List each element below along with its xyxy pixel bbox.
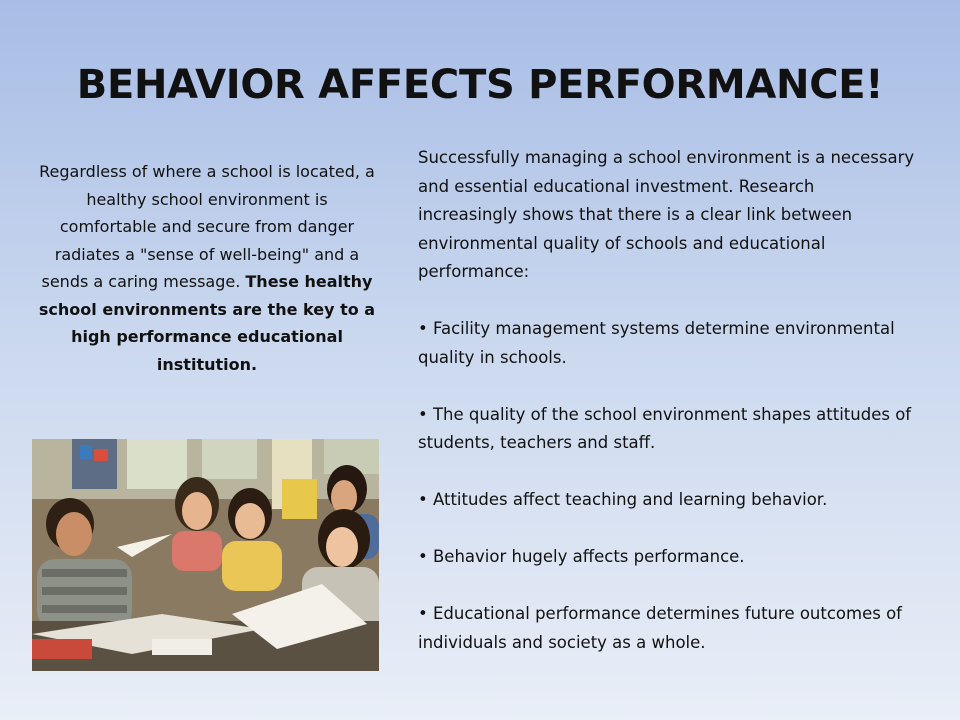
right-content	[418, 144, 918, 657]
bullet-item-quality: • The quality of the school environment shapes attitudes of students, teachers and staff.	[418, 404, 912, 452]
bullet-item-attitudes: • Attitudes affect teaching and learning behavior.	[418, 490, 828, 509]
bullet-item-facility: • Facility management systems determine environmental quality in schools.	[418, 319, 895, 367]
left-emphasis-text: These healthy school environments are the key to a high performance educational institution.	[38, 272, 376, 374]
bullet-item-outcomes: • Educational performance determines future outcomes of individuals and society as a whole.	[418, 604, 902, 652]
left-intro-text: Regardless of where a school is located, a healthy school environment is comfortable and secure from danger radiates a "sense of well-being" and a sends a caring message.	[39, 162, 375, 291]
right-intro-paragraph: Successfully managing a school environment is a necessary and essential educational investment. Research increasingly shows that there is a clear link between environmental quality of schools and educational performance:	[418, 148, 915, 281]
bullet-item-behavior: • Behavior hugely affects performance.	[418, 547, 745, 566]
classroom-photo	[32, 439, 379, 671]
slide-title: BEHAVIOR AFFECTS PERFORMANCE!	[76, 62, 884, 108]
classroom-students-photo-icon	[32, 439, 379, 671]
left-paragraph	[36, 158, 378, 378]
